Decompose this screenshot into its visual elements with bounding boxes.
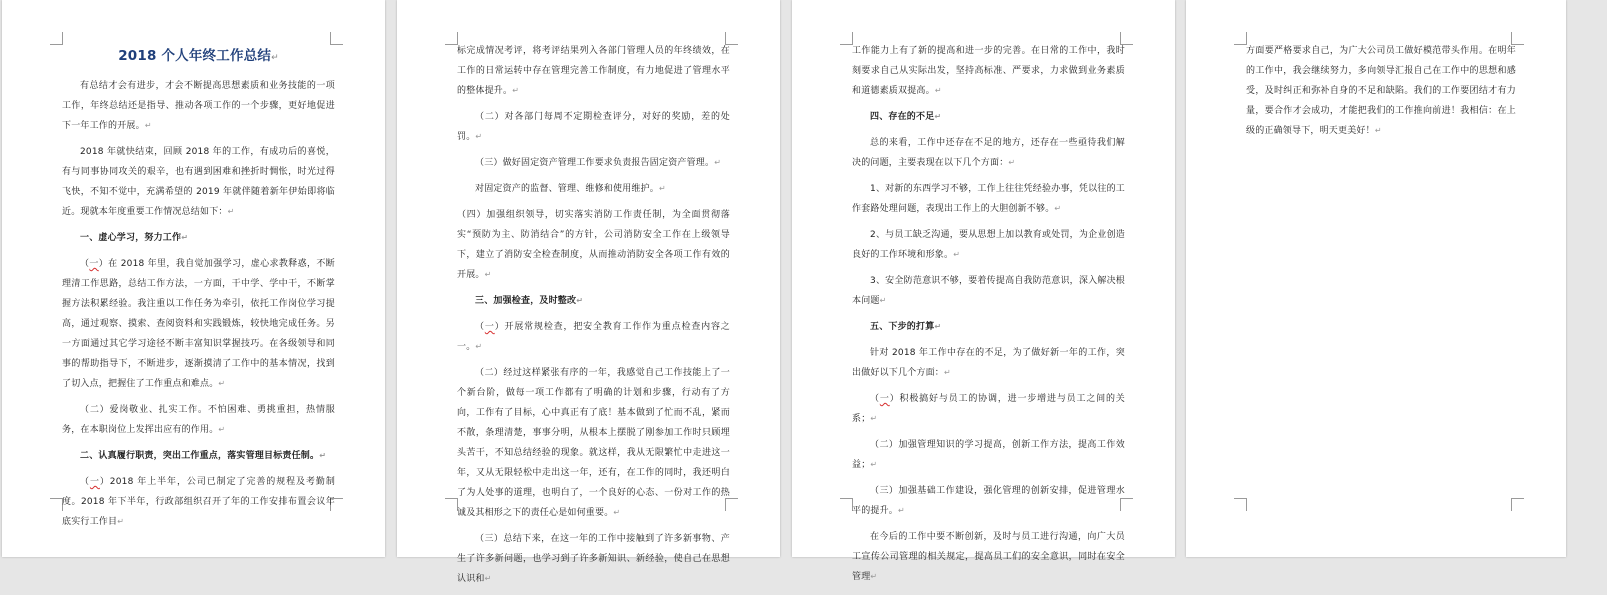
paragraph-mark: ↵ [879,296,887,305]
spelling-squiggle: 一 [89,477,100,487]
text: （二）经过这样紧张有序的一年，我感觉自己工作技能上了一个新台阶，做每一项工作都有了明确的计划和步骤，行动有了方向，工作有了目标，心中真正有了底！基本做到了忙而不乱，紧而不散，条理清楚，事事分明，从根本上摆脱了刚参加工作时只顾埋头苦干，不知总结经验的现象。就这样，我从无限繁忙中走进这一年，又从无限轻松中走出这一年，还有，在工作的同时，我还明白了为人处事的道理，也明白了，一个良好的心态、一份对工作的热诚及其相形之下的责任心是如何重要。 [457,368,730,518]
paragraph [852,343,1125,383]
text: （ [80,477,90,487]
text: （三）加强基础工作建设，强化管理的创新安排，促进管理水平的提升。 [852,486,1125,516]
text: 2、与员工缺乏沟通，要从思想上加以教育或处罚，为企业创造良好的工作环境和形象。 [852,230,1125,260]
text: （ [475,322,485,332]
paragraph [852,225,1125,265]
paragraph-mark: ↵ [898,506,905,515]
paragraph-mark: ↵ [870,414,878,423]
paragraph-mark: ↵ [484,270,492,279]
paragraph [457,179,730,199]
paragraph [62,76,335,136]
paragraph-mark: ↵ [475,132,483,141]
section-heading [457,291,730,311]
page-content[interactable] [1246,41,1516,147]
paragraph-mark: ↵ [934,86,942,95]
spelling-squiggle: 一 [879,394,890,404]
text: ）开展常规检查，把安全教育工作作为重点检查内容之一。 [457,322,731,352]
text: （ [80,259,90,269]
crop-mark [1234,498,1247,511]
paragraph [852,179,1125,219]
paragraph-mark: ↵ [271,53,279,63]
paragraph-mark: ↵ [227,207,235,216]
paragraph-mark: ↵ [659,184,666,193]
paragraph [852,527,1125,587]
paragraph [62,400,335,440]
paragraph-mark: ↵ [218,425,226,434]
document-page [2,0,385,557]
spelling-squiggle: 一 [89,259,99,269]
paragraph-mark: ↵ [870,460,878,469]
section-heading [62,446,335,466]
paragraph-mark: ↵ [944,368,951,377]
paragraph-mark: ↵ [714,158,722,167]
paragraph [62,142,335,222]
title-text: 2018 个人年终工作总结 [118,48,272,64]
paragraph-mark: ↵ [870,572,878,581]
paragraph [457,205,730,285]
paragraph-mark: ↵ [953,250,961,259]
paragraph [457,363,730,523]
page-content[interactable] [457,41,730,595]
document-page [1186,0,1566,557]
text: ）在 2018 年里，我自觉加强学习，虚心求教释惑，不断理清工作思路，总结工作方法，一方面，干中学、学中干，不断掌握方法积累经验。我注重以工作任务为牵引，依托工作岗位学习提高，通过观察、摸索、查阅资料和实践锻炼，较快地完成任务。另一方面通过其它学习途径不断丰富知识掌握技巧。在各级领导和同事的帮助指导下，不断进步，逐渐摸清了工作中的基本情况，找到了切入点，把握住了工作重点和难点。 [62,259,335,389]
text: 五、下步的打算 [870,322,935,332]
text: （四）加强组织领导，切实落实消防工作责任制，为全面贯彻落实“预防为主、防消结合”的方针，公司消防安全工作在上级领导下，建立了消防安全检查制度，从而推动消防安全各项工作有效的开展。 [457,210,730,280]
text: ）2018 年上半年，公司已制定了完善的规程及考勤制度。2018 年下半年，行政部组织召开了年的工作安排布置会议年底实行工作目 [62,477,336,527]
text: 在今后的工作中要不断创新，及时与员工进行沟通，向广大员工宣传公司管理的相关规定，提高员工们的安全意识，同时在安全管理 [852,532,1125,582]
text: 对固定资产的监督、管理、维修和使用维护。 [475,184,660,194]
paragraph-mark: ↵ [1008,158,1016,167]
text: （二）爱岗敬业、扎实工作。不怕困难、勇挑重担，热情服务，在本职岗位上发挥出应有的作用。 [62,405,335,435]
text: （三）总结下来，在这一年的工作中接触到了许多新事物、产生了许多新问题，也学习到了许多新知识、新经验，使自己在思想认识和 [457,534,730,584]
text: ）积极搞好与员工的协调，进一步增进与员工之间的关系； [852,394,1126,424]
paragraph [62,254,335,394]
paragraph-mark: ↵ [475,342,483,351]
paragraph [852,435,1125,475]
paragraph [852,389,1125,429]
paragraph-mark: ↵ [218,379,226,388]
paragraph [457,41,730,101]
text: 三、加强检查，及时整改 [475,296,577,306]
document-title [62,44,335,70]
paragraph-mark: ↵ [319,451,327,460]
text: 针对 2018 年工作中存在的不足，为了做好新一年的工作，突出做好以下几个方面： [852,348,1125,378]
text: 2018 年就快结束，回顾 2018 年的工作，有成功后的喜悦，有与同事协同攻关的艰辛，也有遇到困难和挫折时惆怅，时光过得飞快，不知不觉中，充满希望的 2019 年就伴随着新年伊始即将临近。现就本年度重要工作情况总结如下： [62,147,335,217]
text: （三）做好固定资产管理工作要求负责报告固定资产管理。 [475,158,715,168]
paragraph [852,41,1125,101]
paragraph-mark: ↵ [1054,204,1062,213]
paragraph [852,271,1125,311]
paragraph [457,107,730,147]
text: （ [870,394,880,404]
page-content[interactable] [62,44,335,538]
text: 有总结才会有进步，才会不断提高思想素质和业务技能的一项工作，年终总结还是指导、推动各项工作的一个步骤，更好地促进下一年工作的开展。 [62,81,335,131]
paragraph-mark: ↵ [144,121,152,130]
crop-mark [1511,498,1524,511]
text: （二）加强管理知识的学习提高，创新工作方法，提高工作效益； [852,440,1125,470]
paragraph-mark: ↵ [512,86,520,95]
paragraph-mark: ↵ [934,322,942,331]
page-content[interactable] [852,41,1125,593]
paragraph [457,529,730,589]
text: 总的来看，工作中还存在不足的地方，还存在一些亟待我们解决的问题，主要表现在以下几个方面： [852,138,1125,168]
text: 方面要严格要求自己，为广大公司员工做好模范带头作用。在明年的工作中，我会继续努力，多向领导汇报自己在工作中的思想和感受，及时纠正和弥补自身的不足和缺陷。我们的工作要团结才有力量，要合作才会成功，才能把我们的工作推向前进！我相信：在上级的正确领导下，明天更美好！ [1246,46,1516,136]
text: 工作能力上有了新的提高和进一步的完善。在日常的工作中，我时刻要求自己从实际出发，坚持高标准、严要求，力求做到业务素质和道德素质双提高。 [852,46,1125,96]
paragraph-mark: ↵ [484,574,492,583]
paragraph [852,133,1125,173]
spelling-squiggle: 一 [484,322,495,332]
paragraph-mark: ↵ [613,508,621,517]
text: 一、虚心学习，努力工作 [80,233,182,243]
paragraph-mark: ↵ [934,112,942,121]
paragraph-mark: ↵ [181,233,189,242]
section-heading [62,228,335,248]
text: 3、安全防范意识不够，要着传提高自我防范意识，深入解决根本问题 [852,276,1125,306]
section-heading [852,317,1125,337]
paragraph [457,317,730,357]
text: 四、存在的不足 [870,112,935,122]
document-page [397,0,780,584]
paragraph [62,472,335,532]
text: （二）对各部门每周不定期检查评分，对好的奖励，差的处罚。 [457,112,730,142]
text: 二、认真履行职责，突出工作重点，落实管理目标责任制。 [80,451,320,461]
paragraph-mark: ↵ [117,517,125,526]
text: 标完成情况考评，将考评结果列入各部门管理人员的年终绩效，在工作的日常运转中存在管理完善工作制度，有力地促进了管理水平的整体提升。 [457,46,730,96]
document-page [792,0,1175,582]
section-heading [852,107,1125,127]
paragraph [852,481,1125,521]
paragraph [1246,41,1516,141]
text: 1、对新的东西学习不够，工作上往往凭经验办事，凭以往的工作套路处理问题，表现出工作上的大胆创新不够。 [852,184,1125,214]
paragraph-mark: ↵ [576,296,584,305]
paragraph [457,153,730,173]
paragraph-mark: ↵ [1374,126,1382,135]
